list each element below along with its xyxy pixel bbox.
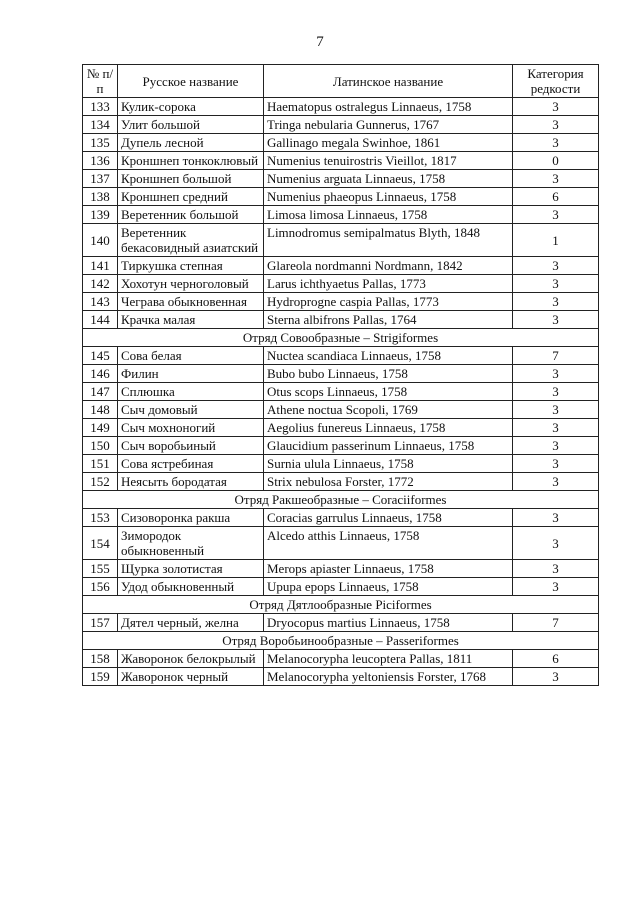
- latin-name: Alcedo atthis Linnaeus, 1758: [264, 527, 513, 560]
- latin-name: Otus scops Linnaeus, 1758: [264, 383, 513, 401]
- latin-name: Aegolius funereus Linnaeus, 1758: [264, 419, 513, 437]
- rarity-category: 3: [513, 473, 599, 491]
- russian-name: Сыч домовый: [118, 401, 264, 419]
- table-row: [83, 134, 599, 152]
- rarity-category: 3: [513, 134, 599, 152]
- order-title: Отряд Воробьинообразные – Passeriformes: [83, 632, 599, 650]
- russian-name: Дятел черный, желна: [118, 614, 264, 632]
- order-heading-row: [83, 632, 599, 650]
- latin-name: Nuctea scandiaca Linnaeus, 1758: [264, 347, 513, 365]
- table-row: [83, 473, 599, 491]
- row-number: 152: [83, 473, 118, 491]
- row-number: 147: [83, 383, 118, 401]
- table-row: [83, 455, 599, 473]
- order-heading-row: [83, 596, 599, 614]
- row-number: 144: [83, 311, 118, 329]
- table-row: [83, 437, 599, 455]
- russian-name: Хохотун черноголовый: [118, 275, 264, 293]
- russian-name: Кроншнеп большой: [118, 170, 264, 188]
- russian-name: Жаворонок черный: [118, 668, 264, 686]
- rarity-category: 3: [513, 311, 599, 329]
- rarity-category: 3: [513, 257, 599, 275]
- russian-name: Зимородок обыкновенный: [118, 527, 264, 560]
- latin-name: Surnia ulula Linnaeus, 1758: [264, 455, 513, 473]
- row-number: 133: [83, 98, 118, 116]
- latin-name: Coracias garrulus Linnaeus, 1758: [264, 509, 513, 527]
- table-row: [83, 578, 599, 596]
- rarity-category: 3: [513, 419, 599, 437]
- table-row: [83, 509, 599, 527]
- latin-name: Numenius phaeopus Linnaeus, 1758: [264, 188, 513, 206]
- latin-name: Glaucidium passerinum Linnaeus, 1758: [264, 437, 513, 455]
- latin-name: Sterna albifrons Pallas, 1764: [264, 311, 513, 329]
- rarity-category: 7: [513, 347, 599, 365]
- rarity-category: 3: [513, 509, 599, 527]
- table-body: [83, 98, 599, 686]
- latin-name: Limosa limosa Linnaeus, 1758: [264, 206, 513, 224]
- russian-name: Удод обыкновенный: [118, 578, 264, 596]
- table-row: [83, 224, 599, 257]
- row-number: 139: [83, 206, 118, 224]
- row-number: 155: [83, 560, 118, 578]
- latin-name: Larus ichthyaetus Pallas, 1773: [264, 275, 513, 293]
- russian-name: Филин: [118, 365, 264, 383]
- order-title: Отряд Дятлообразные Piciformes: [83, 596, 599, 614]
- rarity-category: 3: [513, 206, 599, 224]
- table-row: [83, 188, 599, 206]
- russian-name: Сова ястребиная: [118, 455, 264, 473]
- table-row: [83, 650, 599, 668]
- row-number: 157: [83, 614, 118, 632]
- table-row: [83, 170, 599, 188]
- russian-name: Дупель лесной: [118, 134, 264, 152]
- latin-name: Bubo bubo Linnaeus, 1758: [264, 365, 513, 383]
- header-number: № п/п: [83, 65, 118, 98]
- table-row: [83, 383, 599, 401]
- row-number: 134: [83, 116, 118, 134]
- order-heading-row: [83, 491, 599, 509]
- table-row: [83, 560, 599, 578]
- rarity-category: 3: [513, 116, 599, 134]
- table-row: [83, 419, 599, 437]
- rarity-category: 3: [513, 527, 599, 560]
- rarity-category: 3: [513, 437, 599, 455]
- rarity-category: 3: [513, 170, 599, 188]
- row-number: 146: [83, 365, 118, 383]
- russian-name: Веретенник большой: [118, 206, 264, 224]
- species-table: [82, 64, 599, 686]
- latin-name: Strix nebulosa Forster, 1772: [264, 473, 513, 491]
- latin-name: Glareola nordmanni Nordmann, 1842: [264, 257, 513, 275]
- rarity-category: 7: [513, 614, 599, 632]
- row-number: 149: [83, 419, 118, 437]
- latin-name: Tringa nebularia Gunnerus, 1767: [264, 116, 513, 134]
- table-row: [83, 257, 599, 275]
- table-row: [83, 347, 599, 365]
- russian-name: Кулик-сорока: [118, 98, 264, 116]
- row-number: 156: [83, 578, 118, 596]
- russian-name: Кроншнеп тонкоклювый: [118, 152, 264, 170]
- russian-name: Сыч воробьиный: [118, 437, 264, 455]
- rarity-category: 3: [513, 365, 599, 383]
- rarity-category: 0: [513, 152, 599, 170]
- row-number: 158: [83, 650, 118, 668]
- row-number: 151: [83, 455, 118, 473]
- rarity-category: 1: [513, 224, 599, 257]
- latin-name: Melanocorypha yeltoniensis Forster, 1768: [264, 668, 513, 686]
- rarity-category: 3: [513, 455, 599, 473]
- russian-name: Тиркушка степная: [118, 257, 264, 275]
- order-heading-row: [83, 329, 599, 347]
- latin-name: Numenius tenuirostris Vieillot, 1817: [264, 152, 513, 170]
- table-row: [83, 116, 599, 134]
- latin-name: Dryocopus martius Linnaeus, 1758: [264, 614, 513, 632]
- row-number: 148: [83, 401, 118, 419]
- row-number: 140: [83, 224, 118, 257]
- row-number: 141: [83, 257, 118, 275]
- russian-name: Жаворонок белокрылый: [118, 650, 264, 668]
- russian-name: Веретенник бекасовидный азиатский: [118, 224, 264, 257]
- rarity-category: 3: [513, 275, 599, 293]
- row-number: 159: [83, 668, 118, 686]
- page-number: 7: [316, 34, 324, 50]
- table-row: [83, 152, 599, 170]
- russian-name: Щурка золотистая: [118, 560, 264, 578]
- row-number: 136: [83, 152, 118, 170]
- header-latin-name: Латинское название: [264, 65, 513, 98]
- rarity-category: 3: [513, 293, 599, 311]
- table-row: [83, 206, 599, 224]
- row-number: 142: [83, 275, 118, 293]
- table-row: [83, 311, 599, 329]
- rarity-category: 3: [513, 578, 599, 596]
- latin-name: Athene noctua Scopoli, 1769: [264, 401, 513, 419]
- order-title: Отряд Ракшеобразные – Coraciiformes: [83, 491, 599, 509]
- latin-name: Merops apiaster Linnaeus, 1758: [264, 560, 513, 578]
- table-row: [83, 275, 599, 293]
- table-row: [83, 668, 599, 686]
- latin-name: Gallinago megala Swinhoe, 1861: [264, 134, 513, 152]
- header-rarity-category: Категория редкости: [513, 65, 599, 98]
- russian-name: Сова белая: [118, 347, 264, 365]
- russian-name: Кроншнеп средний: [118, 188, 264, 206]
- row-number: 143: [83, 293, 118, 311]
- rarity-category: 3: [513, 98, 599, 116]
- table-row: [83, 293, 599, 311]
- latin-name: Numenius arguata Linnaeus, 1758: [264, 170, 513, 188]
- russian-name: Сыч мохноногий: [118, 419, 264, 437]
- latin-name: Upupa epops Linnaeus, 1758: [264, 578, 513, 596]
- table-row: [83, 614, 599, 632]
- russian-name: Крачка малая: [118, 311, 264, 329]
- table-header-row: [83, 65, 599, 98]
- row-number: 145: [83, 347, 118, 365]
- russian-name: Сплюшка: [118, 383, 264, 401]
- rarity-category: 3: [513, 383, 599, 401]
- rarity-category: 3: [513, 560, 599, 578]
- russian-name: Чеграва обыкновенная: [118, 293, 264, 311]
- rarity-category: 6: [513, 188, 599, 206]
- row-number: 137: [83, 170, 118, 188]
- row-number: 135: [83, 134, 118, 152]
- order-title: Отряд Совообразные – Strigiformes: [83, 329, 599, 347]
- table-row: [83, 365, 599, 383]
- latin-name: Haematopus ostralegus Linnaeus, 1758: [264, 98, 513, 116]
- rarity-category: 3: [513, 401, 599, 419]
- rarity-category: 6: [513, 650, 599, 668]
- latin-name: Limnodromus semipalmatus Blyth, 1848: [264, 224, 513, 257]
- latin-name: Melanocorypha leucoptera Pallas, 1811: [264, 650, 513, 668]
- rarity-category: 3: [513, 668, 599, 686]
- latin-name: Hydroprogne caspia Pallas, 1773: [264, 293, 513, 311]
- row-number: 138: [83, 188, 118, 206]
- header-russian-name: Русское название: [118, 65, 264, 98]
- row-number: 153: [83, 509, 118, 527]
- russian-name: Улит большой: [118, 116, 264, 134]
- row-number: 154: [83, 527, 118, 560]
- russian-name: Неясыть бородатая: [118, 473, 264, 491]
- table-row: [83, 527, 599, 560]
- russian-name: Сизоворонка ракша: [118, 509, 264, 527]
- table-row: [83, 98, 599, 116]
- row-number: 150: [83, 437, 118, 455]
- table-row: [83, 401, 599, 419]
